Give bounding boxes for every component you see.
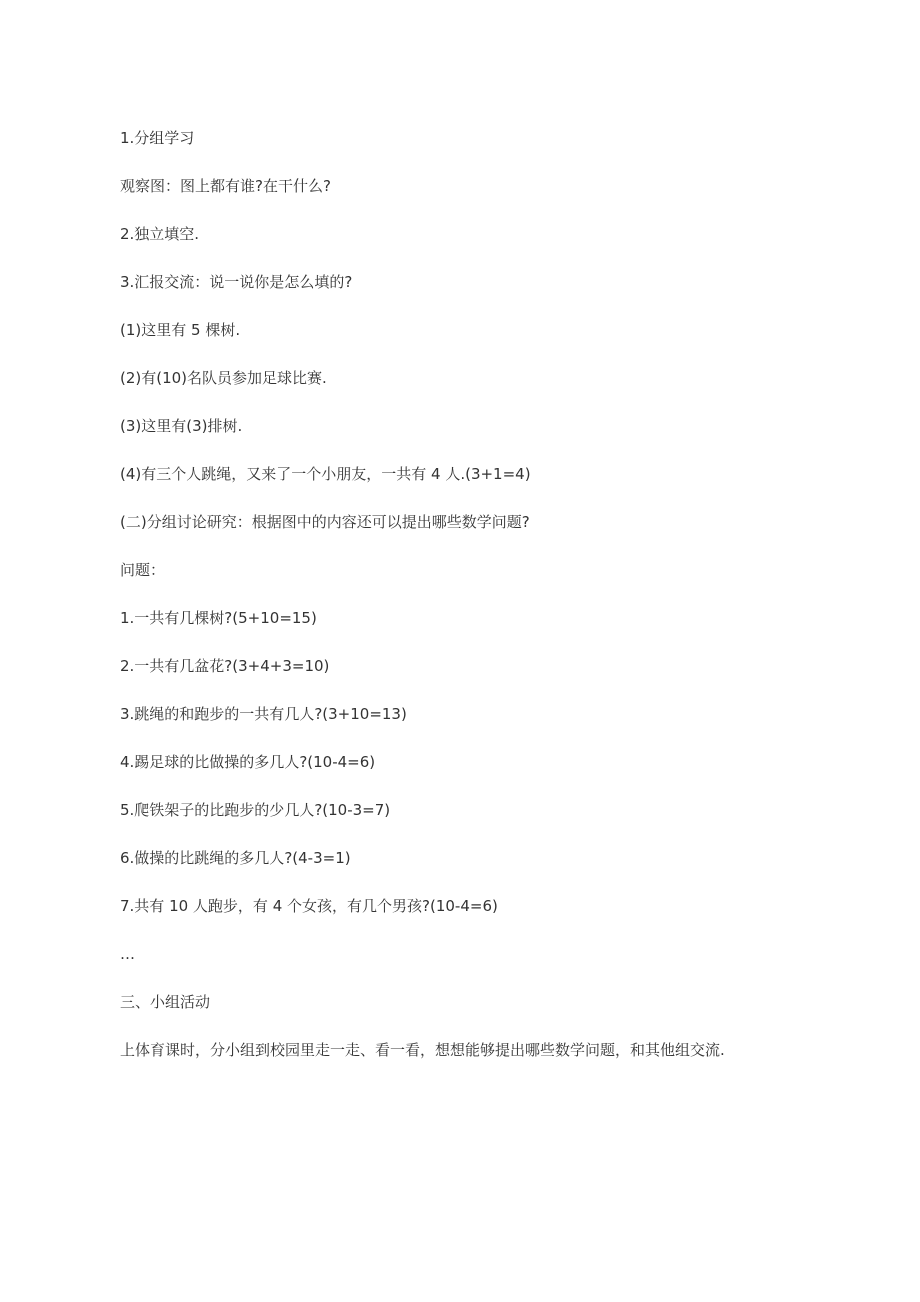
question-item-6: 6.做操的比跳绳的多几人?(4-3=1) (120, 849, 351, 867)
heading-report: 3.汇报交流：说一说你是怎么填的? (120, 273, 353, 291)
paragraph-activity: 上体育课时，分小组到校园里走一走、看一看，想想能够提出哪些数学问题，和其他组交流. (120, 1041, 725, 1059)
question-item-1: 1.一共有几棵树?(5+10=15) (120, 609, 317, 627)
question-item-4: 4.踢足球的比做操的多几人?(10-4=6) (120, 753, 376, 771)
ellipsis: … (120, 945, 135, 963)
heading-fill-blanks: 2.独立填空. (120, 225, 200, 243)
answer-item-2: (2)有(10)名队员参加足球比赛. (120, 369, 327, 387)
paragraph-observe: 观察图：图上都有谁?在干什么? (120, 177, 331, 195)
question-item-2: 2.一共有几盆花?(3+4+3=10) (120, 657, 330, 675)
heading-group-study: 1.分组学习 (120, 129, 195, 147)
answer-item-1: (1)这里有 5 棵树. (120, 321, 241, 339)
heading-group-discussion: (二)分组讨论研究：根据图中的内容还可以提出哪些数学问题? (120, 513, 530, 531)
answer-item-4: (4)有三个人跳绳，又来了一个小朋友，一共有 4 人.(3+1=4) (120, 465, 531, 483)
question-item-3: 3.跳绳的和跑步的一共有几人?(3+10=13) (120, 705, 407, 723)
questions-label: 问题： (120, 561, 166, 579)
answer-item-3: (3)这里有(3)排树. (120, 417, 243, 435)
question-item-5: 5.爬铁架子的比跑步的少几人?(10-3=7) (120, 801, 391, 819)
question-item-7: 7.共有 10 人跑步，有 4 个女孩，有几个男孩?(10-4=6) (120, 897, 498, 915)
heading-group-activity: 三、小组活动 (120, 993, 211, 1011)
document-body (120, 124, 820, 1084)
